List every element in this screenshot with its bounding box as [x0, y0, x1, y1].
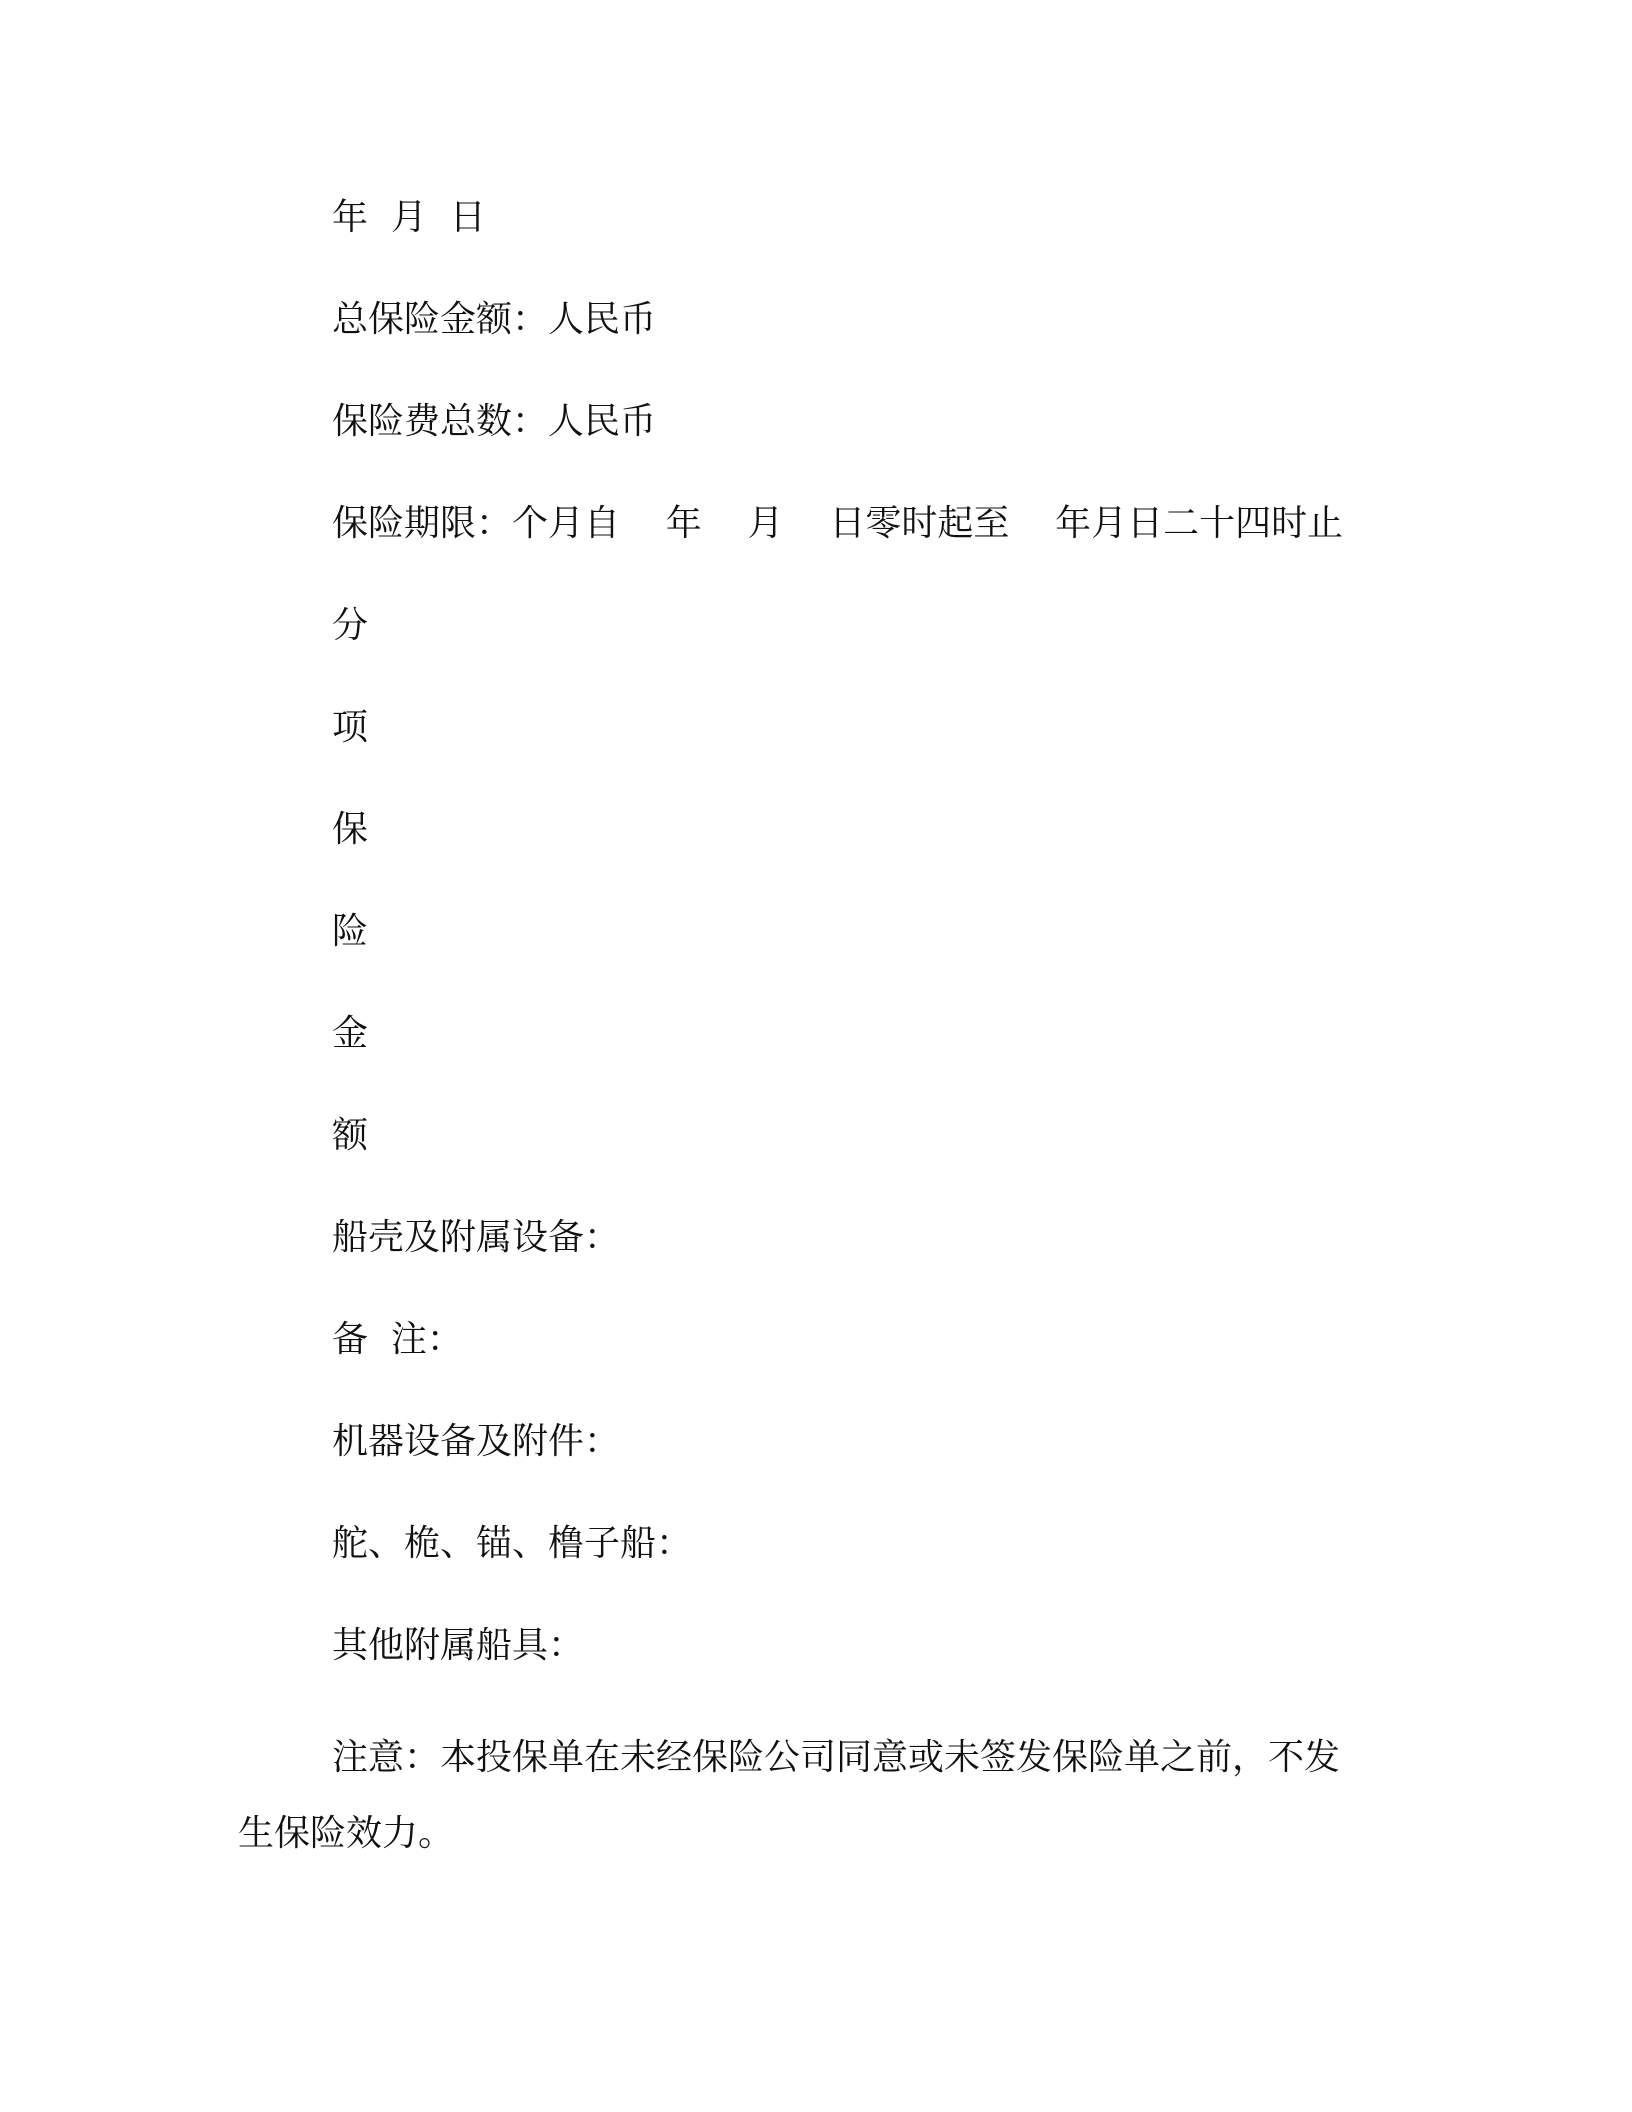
- total-sum-insured: 总保险金额：人民币: [332, 299, 657, 340]
- hull-equipment-label: 船壳及附属设备：: [332, 1217, 621, 1258]
- vertical-heading-char: 分: [332, 605, 369, 646]
- vertical-heading-char: 保: [332, 809, 369, 850]
- vertical-heading-char: 险: [332, 911, 369, 952]
- date-line: 年 月 日: [332, 197, 486, 238]
- vertical-heading-char: 额: [332, 1115, 369, 1156]
- vertical-heading-char: 金: [332, 1013, 369, 1054]
- insurance-period: 保险期限：个月自 年 月 日零时起至 年月日二十四时止: [332, 503, 1344, 544]
- total-premium: 保险费总数：人民币: [332, 401, 657, 442]
- notice-line-1: 注意：本投保单在未经保险公司同意或未签发保险单之前，不发: [332, 1737, 1341, 1778]
- vertical-heading-char: 项: [332, 707, 369, 748]
- other-equipment-label: 其他附属船具：: [332, 1625, 585, 1666]
- machinery-label: 机器设备及附件：: [332, 1421, 621, 1462]
- notice-line-2: 生保险效力。: [238, 1813, 455, 1854]
- rudder-mast-anchor-label: 舵、桅、锚、橹子船：: [332, 1523, 693, 1564]
- remarks-label: 备 注：: [332, 1319, 463, 1360]
